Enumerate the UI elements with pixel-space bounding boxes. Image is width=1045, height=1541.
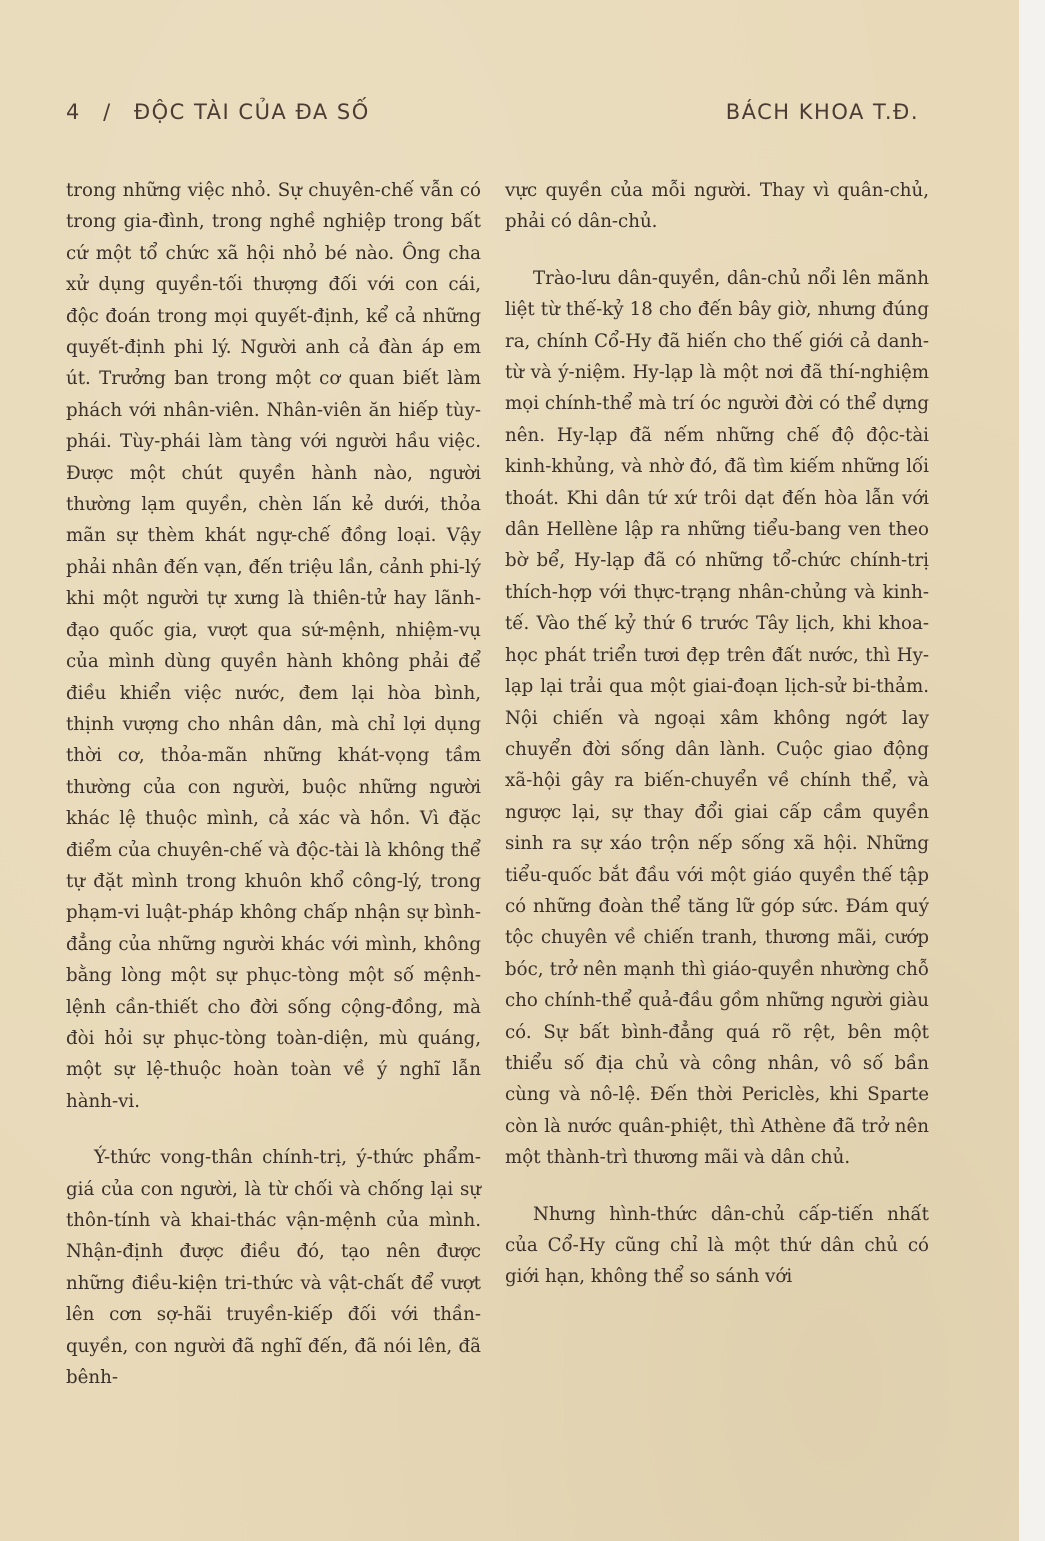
journal-title: BÁCH KHOA T.Đ. [725,100,919,124]
left-paragraph-2: Ý-thức vong-thân chính-trị, ý-thức phẩm-giá của con người, là từ chối và chống lại sự thôn-tính và khai-thác vận-mệnh của mình. Nhận-định được điều đó, tạo nên được những điều-kiện tri-thức và vật-chất để vượt lên cơn sợ-hãi truyền-kiếp đối với thần-quyền, con người đã nghĩ đến, đã nói lên, đã bênh- [66,1147,481,1389]
page-number: 4 [66,100,81,124]
running-header [66,100,919,124]
header-left [66,100,384,124]
left-paragraph-1: trong những việc nhỏ. Sự chuyên-chế vẫn có trong gia-đình, trong nghề nghiệp trong bất cứ một tổ chức xã hội nhỏ bé nào. Ông cha xử dụng quyền-tối thượng đối với con cái, độc đoán trong mọi quyết-định, kể cả những quyết-định phi lý. Người anh cả đàn áp em út. Trưởng ban trong một cơ quan biết làm phách với nhân-viên. Nhân-viên ăn hiếp tùy-phái. Tùy-phái làm tàng với người hầu việc. Được một chút quyền hành nào, người thường lạm quyền, chèn lấn kẻ dưới, thỏa mãn sự thèm khát ngự-chế đồng loại. Vậy phải nhân đến vạn, đến triệu lần, cảnh phi-lý khi một người tự xưng là thiên-tử hay lãnh-đạo quốc gia, vượt qua sứ-mệnh, nhiệm-vụ của mình dùng quyền hành không phải để điều khiển việc nước, đem lại hòa bình, thịnh vượng cho nhân dân, mà chỉ lợi dụng thời cơ, thỏa-mãn những khát-vọng tầm thường của con người, buộc những người khác lệ thuộc mình, cả xác và hồn. Vì đặc điểm của chuyên-chế và độc-tài là không thể tự đặt mình trong khuôn khổ công-lý, trong phạm-vi luật-pháp không chấp nhận sự bình-đẳng của những người khác với mình, không bằng lòng một sự phục-tòng một số mệnh-lệnh cần-thiết cho đời sống cộng-đồng, mà đòi hỏi sự phục-tòng toàn-diện, mù quáng, một sự lệ-thuộc hoàn toàn về ý nghĩ lẫn hành-vi. [66,180,481,1112]
right-paragraph-2: Trào-lưu dân-quyền, dân-chủ nổi lên mãnh liệt từ thế-kỷ 18 cho đến bây giờ, nhưng đúng ra, chính Cổ-Hy đã hiến cho thế giới cả danh-từ và ý-niệm. Hy-lạp là một nơi đã thí-nghiệm mọi chính-thể mà trí óc người đời có thể dựng nên. Hy-lạp đã nếm những chế độ độc-tài kinh-khủng, và nhờ đó, đã tìm kiếm những lối thoát. Khi dân tứ xứ trôi dạt đến hòa lẫn với dân Hellène lập ra những tiểu-bang ven theo bờ bể, Hy-lạp đã có những tổ-chức chính-trị thích-hợp với thực-trạng nhân-chủng và kinh-tế. Vào thế kỷ thứ 6 trước Tây lịch, khi khoa-học phát triển tươi đẹp trên đất nước, thì Hy-lạp lại trải qua một giai-đoạn lịch-sử bi-thảm. Nội chiến và ngoại xâm không ngớt lay chuyển đời sống dân lành. Cuộc giao động xã-hội gây ra biến-chuyển về chính thể, và ngược lại, sự thay đổi giai cấp cầm quyền sinh ra sự xáo trộn nếp sống xã hội. Những tiểu-quốc bắt đầu với một giáo quyền thế tập có những đoàn thể tăng lữ góp sức. Đám quý tộc chuyên về chiến tranh, thương mãi, cướp bóc, trở nên mạnh thì giáo-quyền nhường chỗ cho chính-thể quả-đầu gồm những người giàu có. Sự bất bình-đẳng quá rõ rệt, bên một thiểu số địa chủ và công nhân, vô số bần cùng và nô-lệ. Đến thời Periclès, khi Sparte còn là nước quân-phiệt, thì Athène đã trở nên một thành-trì thương mãi và dân chủ. [505,267,929,1169]
right-paragraph-1: vực quyền của mỗi người. Thay vì quân-chủ, phải có dân-chủ. [505,180,929,233]
left-column [66,175,481,1393]
torn-page-edge [1019,0,1045,1541]
right-column [505,175,929,1293]
header-separator: / [103,100,112,124]
chapter-title: ĐỘC TÀI CỦA ĐA SỐ [133,100,370,124]
right-paragraph-3: Nhưng hình-thức dân-chủ cấp-tiến nhất của Cổ-Hy cũng chỉ là một thứ dân chủ có giới hạn, không thể so sánh với [505,1203,929,1288]
